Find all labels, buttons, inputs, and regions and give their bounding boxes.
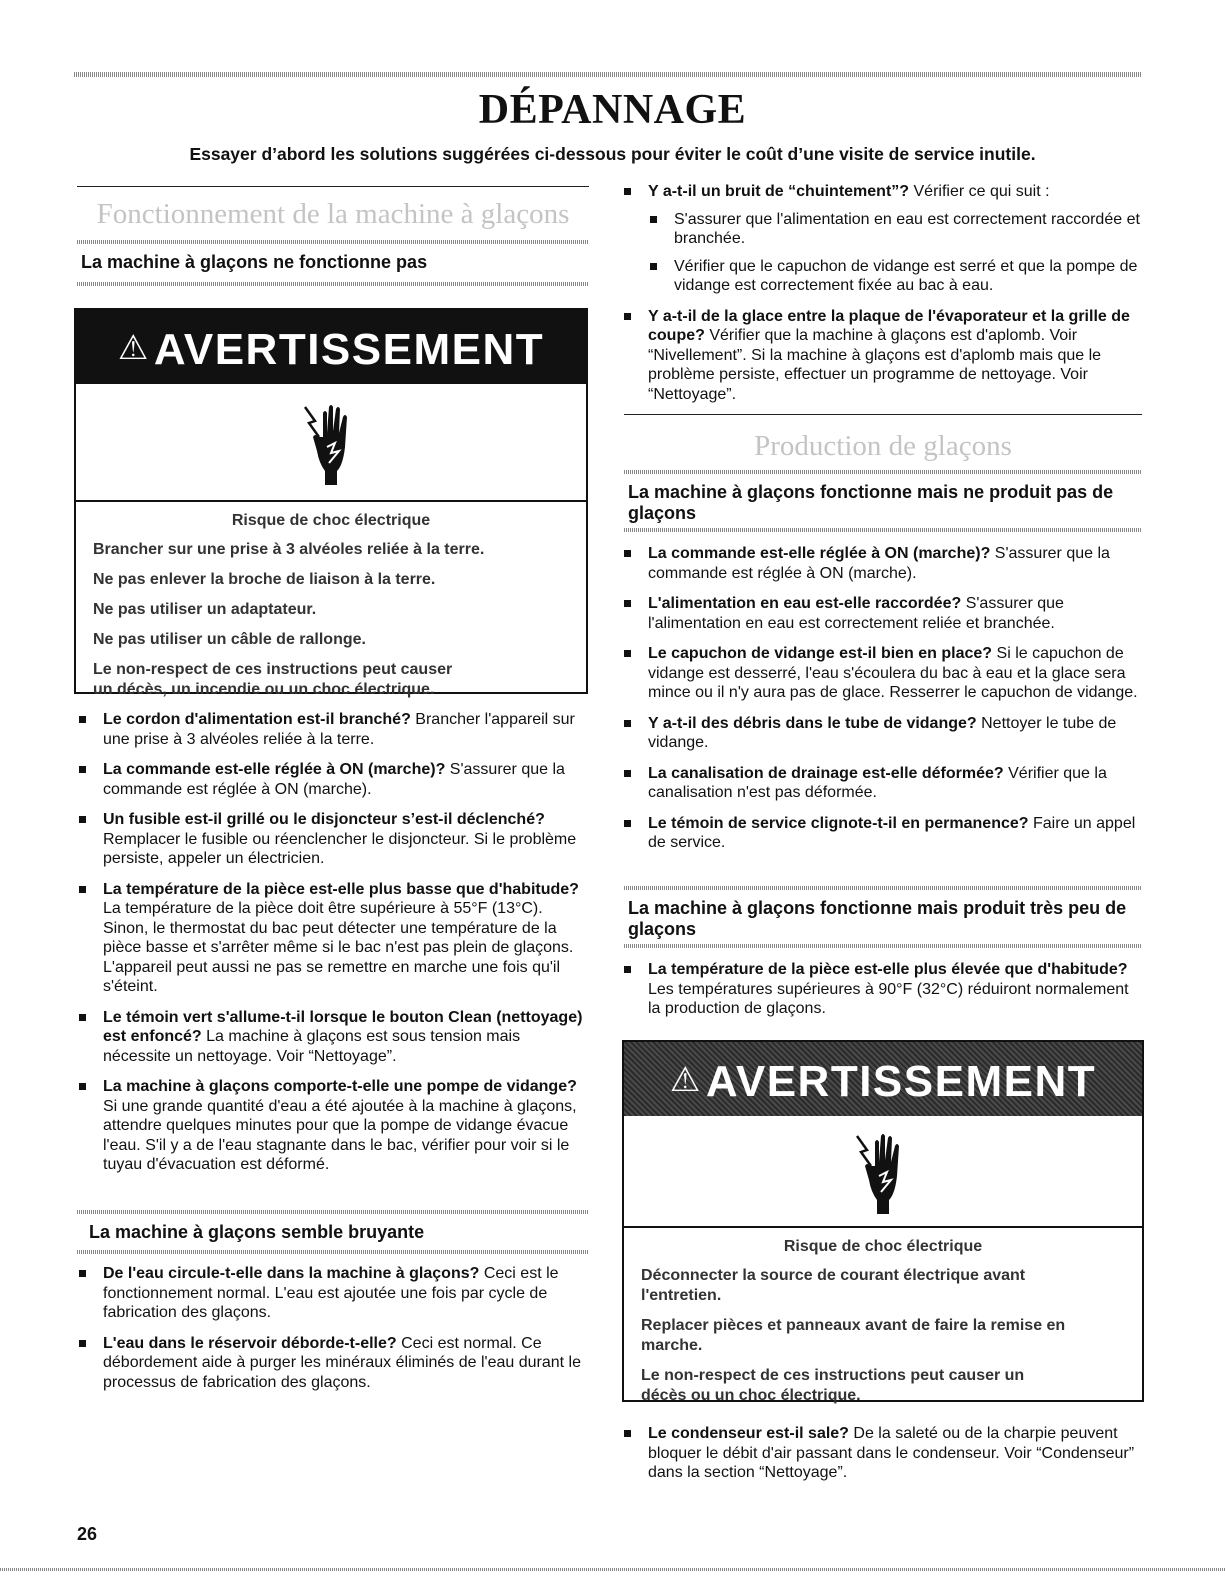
subheading-divider	[624, 528, 1142, 532]
sub-item-text: S'assurer que l'alimentation en eau est correctement raccordée et branchée.	[674, 210, 1140, 247]
list-item	[622, 594, 1142, 633]
warning-line: Brancher sur une prise à 3 alvéoles reliée à la terre.	[93, 541, 485, 558]
item-question: La température de la pièce est-elle plus élevée que d'habitude?	[648, 961, 1128, 978]
list-item	[77, 710, 589, 749]
item-answer: La température de la pièce doit être supérieure à 55°F (13°C). Sinon, le thermostat du bac peut détecter une température de la pièce basse et s'arrêter même si le bac n'est pas plein de glaçons. L'appareil peut aussi ne pas se remettre en marche une fois qu'il s'éteint.	[103, 900, 574, 995]
item-question: Le cordon d'alimentation est-il branché?	[103, 711, 411, 728]
item-answer: Ceci est le fonctionnement normal. L'eau est ajoutée une fois par cycle de fabrication des glaçons.	[103, 1265, 559, 1321]
subheading-divider	[624, 470, 1142, 474]
warning-header	[76, 310, 586, 384]
item-answer: Si une grande quantité d'eau a été ajoutée à la machine à glaçons, attendre quelques minutes pour que la pompe de vidange évacue l'eau. S'il y a de l'eau stagnante dans le bac, vérifier pour voir si le tuyau d'évacuation est déformé.	[103, 1097, 577, 1173]
item-answer: Nettoyer le tube de vidange.	[648, 714, 1117, 751]
subheading-divider	[77, 1250, 589, 1254]
item-answer: Brancher l'appareil sur une prise à 3 alvéoles reliée à la terre.	[103, 711, 575, 748]
list-item	[77, 810, 589, 869]
right-items-list-2	[622, 960, 1142, 1030]
item-question: La machine à glaçons comporte-t-elle une pompe de vidange?	[103, 1078, 577, 1095]
item-question: Le témoin de service clignote-t-il en permanence?	[648, 814, 1029, 832]
list-item	[622, 1424, 1142, 1483]
item-answer: De la saleté ou de la charpie peuvent bloquer le débit d'air passant dans le condenseur. Voir “Condenseur” dans la section “Nettoyage”.	[648, 1425, 1135, 1481]
page-number: 26	[77, 1524, 98, 1544]
electric-shock-hand-icon	[853, 1126, 913, 1216]
item-question: Y a-t-il un bruit de “chuintement”?	[648, 183, 910, 200]
warning-line: Replacer pièces et panneaux avant de faire la remise en marche.	[641, 1317, 1066, 1354]
warning-text	[76, 502, 586, 700]
warning-icon-area	[624, 1116, 1142, 1228]
warning-line: Le non-respect de ces instructions peut causer un décès, un incendie ou un choc électrique.	[93, 661, 453, 698]
list-item	[77, 880, 589, 997]
item-answer: Si le capuchon de vidange est desserré, l'eau s'écoulera du bac à eau et la glace sera mince ou il n'y aura pas de glace. Resserrer le capuchon de vidange.	[648, 645, 1138, 701]
subheading-divider	[77, 240, 589, 244]
item-answer: Faire un appel de service.	[648, 814, 1136, 851]
list-item	[622, 182, 1142, 296]
item-question: Le capuchon de vidange est-il bien en place?	[648, 645, 993, 662]
item-question: L'eau dans le réservoir déborde-t-elle?	[103, 1334, 397, 1352]
list-item	[622, 307, 1142, 405]
item-answer: Remplacer le fusible ou réenclencher le disjoncteur. Si le problème persiste, appeler un électricien.	[103, 830, 577, 867]
warning-icon-area	[76, 384, 586, 502]
subheading-noisy: La machine à glaçons semble bruyante	[89, 1222, 425, 1242]
section-title-ice-machine: Fonctionnement de la machine à glaçons	[96, 198, 570, 230]
right-items-list-3	[622, 1424, 1142, 1494]
warning-line: Ne pas utiliser un adaptateur.	[93, 601, 317, 618]
item-question: Le condenseur est-il sale?	[648, 1425, 849, 1442]
item-question: Y a-t-il de la glace entre la plaque de l'évaporateur et la grille de coupe?	[648, 307, 1130, 344]
sub-list-item	[648, 210, 1142, 249]
item-question: La commande est-elle réglée à ON (marche)?	[648, 545, 991, 562]
item-question: Le témoin vert s'allume-t-il lorsque le bouton Clean (nettoyage) est enfoncé?	[103, 1008, 583, 1045]
list-item	[77, 1334, 589, 1393]
list-item	[622, 714, 1142, 753]
warning-box-left	[74, 308, 588, 698]
list-item	[622, 644, 1142, 703]
list-item	[77, 1008, 589, 1067]
left-items-list-2	[77, 1264, 589, 1403]
item-question: La canalisation de drainage est-elle déformée?	[648, 764, 1004, 782]
section-title-ice-production: Production de glaçons	[754, 430, 1012, 462]
subheading-divider	[77, 282, 589, 286]
item-question: Y a-t-il des débris dans le tube de vidange?	[648, 714, 977, 732]
item-question: La température de la pièce est-elle plus basse que d'habitude?	[103, 880, 579, 898]
item-answer: Vérifier que la canalisation n'est pas déformée.	[648, 764, 1107, 801]
item-question: Un fusible est-il grillé ou le disjoncteur s’est-il déclenché?	[103, 811, 545, 828]
sub-item-text: Vérifier que le capuchon de vidange est serré et que la pompe de vidange est correctement fixée au bac à eau.	[674, 257, 1138, 294]
page-subtitle: Essayer d’abord les solutions suggérées ci-dessous pour éviter le coût d’une visite de service inutile.	[189, 144, 1036, 164]
warning-header-text: AVERTISSEMENT	[153, 325, 545, 374]
bottom-divider	[0, 1568, 1225, 1571]
subheading-divider	[77, 1210, 589, 1214]
subheading-not-working: La machine à glaçons ne fonctionne pas	[81, 252, 428, 272]
item-answer: Vérifier que la machine à glaçons est d'aplomb. Voir “Nivellement”. Si la machine à glaçons est d'aplomb mais que le problème persiste, effectuer un programme de nettoyage. Voir “Nettoyage”.	[648, 327, 1102, 403]
item-answer: S'assurer que la commande est réglée à ON (marche).	[103, 761, 565, 798]
list-item	[622, 544, 1142, 583]
section-rule	[77, 186, 589, 187]
right-items-list-1	[622, 544, 1142, 864]
sub-list	[648, 210, 1142, 296]
warning-line: Déconnecter la source de courant électrique avant l'entretien.	[641, 1267, 1026, 1304]
right-items-list-top	[622, 182, 1142, 415]
warning-risk: Risque de choc électrique	[231, 512, 431, 529]
warning-line: Ne pas enlever la broche de liaison à la terre.	[93, 571, 436, 588]
page-title: DÉPANNAGE	[478, 87, 747, 133]
electric-shock-hand-icon	[301, 397, 361, 487]
warning-header-text: AVERTISSEMENT	[705, 1057, 1097, 1106]
item-answer: S'assurer que l'alimentation en eau est correctement reliée et branchée.	[648, 595, 1064, 632]
item-answer: S'assurer que la commande est réglée à ON (marche).	[648, 545, 1110, 582]
subheading-little-ice: La machine à glaçons fonctionne mais produit très peu de glaçons	[628, 898, 1127, 939]
warning-line: Ne pas utiliser un câble de rallonge.	[93, 631, 366, 648]
top-divider	[74, 72, 1142, 77]
item-answer: Ceci est normal. Ce débordement aide à purger les minéraux éliminés de l'eau durant le processus de fabrication des glaçons.	[103, 1334, 582, 1391]
list-item	[622, 764, 1142, 803]
warning-text	[624, 1228, 1142, 1406]
list-item	[622, 814, 1142, 853]
warning-risk: Risque de choc électrique	[783, 1238, 983, 1255]
warning-triangle-icon: ⚠	[117, 329, 150, 367]
item-question: De l'eau circule-t-elle dans la machine à glaçons?	[103, 1265, 480, 1282]
item-answer: Les températures supérieures à 90°F (32°C) réduiront normalement la production de glaçons.	[648, 980, 1129, 1017]
item-answer: La machine à glaçons est sous tension mais nécessite un nettoyage. Voir “Nettoyage”.	[103, 1028, 521, 1065]
left-items-list-1	[77, 710, 589, 1186]
section-rule	[624, 414, 1142, 415]
warning-box-right	[622, 1040, 1144, 1402]
list-item	[622, 960, 1142, 1019]
item-answer: Vérifier ce qui suit :	[909, 183, 1050, 200]
sub-list-item	[648, 257, 1142, 296]
list-item	[77, 760, 589, 799]
subheading-divider	[624, 944, 1142, 948]
list-item	[77, 1077, 589, 1175]
item-question: L'alimentation en eau est-elle raccordée?	[648, 595, 962, 612]
warning-line: Le non-respect de ces instructions peut causer un décès ou un choc électrique.	[641, 1367, 1025, 1404]
warning-triangle-icon: ⚠	[669, 1061, 702, 1099]
item-question: La commande est-elle réglée à ON (marche)?	[103, 761, 446, 778]
warning-header	[624, 1042, 1142, 1116]
subheading-no-ice: La machine à glaçons fonctionne mais ne produit pas de glaçons	[628, 482, 1114, 523]
list-item	[77, 1264, 589, 1323]
subheading-divider	[624, 886, 1142, 890]
